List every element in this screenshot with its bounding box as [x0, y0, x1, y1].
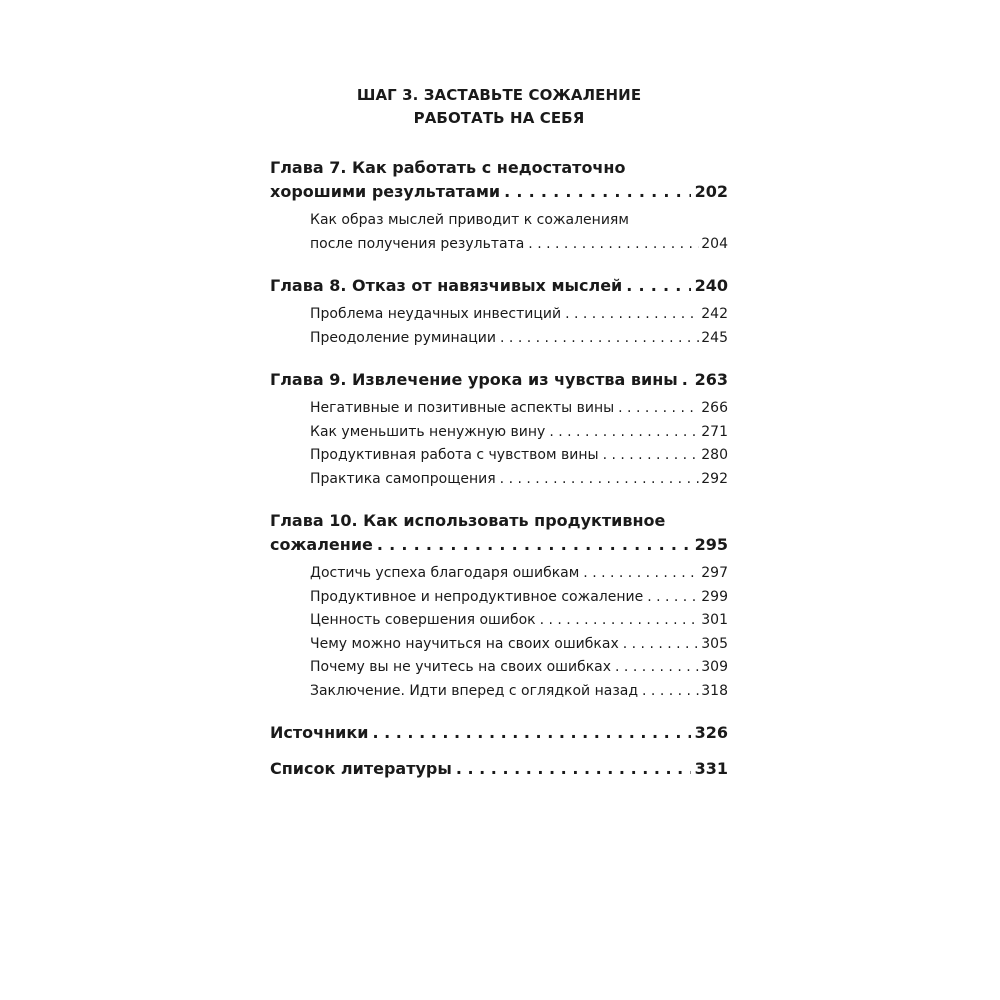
page-number: 263 [694, 370, 728, 389]
page-number: 309 [701, 659, 728, 675]
page-number: 204 [701, 235, 728, 252]
leader-dots [615, 656, 699, 680]
page-number: 280 [701, 447, 728, 463]
section-title: Негативные и позитивные аспекты вины [310, 400, 615, 416]
section-title: Ценность совершения ошибок [310, 612, 536, 628]
leader-dots [549, 421, 699, 445]
toc-sources[interactable] [270, 721, 728, 745]
toc-chapter-8 [270, 274, 728, 350]
page-number: 295 [694, 535, 728, 554]
part-title-line-1: ШАГ 3. ЗАСТАВЬТЕ СОЖАЛЕНИЕ [356, 86, 642, 104]
toc-section[interactable] [310, 656, 728, 680]
leader-dots [626, 274, 690, 298]
leader-dots [623, 633, 700, 657]
part-title [270, 84, 728, 130]
chapter-heading[interactable] [270, 156, 728, 204]
page-number: 202 [694, 182, 728, 201]
page-number: 318 [701, 682, 728, 699]
page-number: 331 [694, 759, 728, 778]
leader-dots [377, 533, 691, 557]
toc-section[interactable] [310, 209, 728, 256]
toc-section[interactable] [310, 562, 728, 586]
toc-section[interactable] [310, 680, 728, 704]
chapter-title-line-1: Глава 7. Как работать с недостаточно [270, 158, 626, 177]
page-number: 299 [701, 588, 728, 605]
toc-section[interactable] [310, 303, 728, 327]
leader-dots [682, 368, 691, 392]
leader-dots [528, 233, 699, 257]
section-title: Заключение. Идти вперед с оглядкой назад [310, 682, 639, 699]
page-number: 271 [701, 423, 728, 440]
toc-bibliography[interactable] [270, 757, 728, 781]
chapter-title: Глава 8. Отказ от навязчивых мыслей [270, 276, 623, 295]
chapter-title: Глава 9. Извлечение урока из чувства вины [270, 370, 678, 389]
section-list [270, 209, 728, 256]
section-title: Как уменьшить ненужную вину [310, 423, 546, 440]
leader-dots [500, 468, 700, 492]
back-matter-title: Источники [270, 723, 369, 742]
toc-section[interactable] [310, 397, 728, 421]
toc-section[interactable] [310, 633, 728, 657]
chapter-title-line-2: сожаление [270, 535, 373, 554]
chapter-title-line-2: хорошими результатами [270, 182, 501, 201]
page-number: 242 [701, 306, 728, 322]
page-number: 297 [701, 565, 728, 581]
toc-chapter-7 [270, 156, 728, 256]
section-title: Чему можно научиться на своих ошибках [310, 635, 619, 652]
section-title: Почему вы не учитесь на своих ошибках [310, 659, 612, 675]
section-title: Продуктивное и непродуктивное сожаление [310, 588, 644, 605]
part-title-line-2: РАБОТАТЬ НА СЕБЯ [413, 109, 585, 127]
toc-list [270, 156, 728, 781]
leader-dots [372, 721, 690, 745]
toc-section[interactable] [310, 468, 728, 492]
leader-dots [500, 327, 699, 351]
toc-section[interactable] [310, 327, 728, 351]
section-list [270, 397, 728, 491]
back-matter-title: Список литературы [270, 759, 452, 778]
chapter-heading[interactable] [270, 274, 728, 298]
chapter-heading[interactable] [270, 509, 728, 557]
toc-section[interactable] [310, 586, 728, 610]
toc-section[interactable] [310, 444, 728, 468]
section-title: Проблема неудачных инвестиций [310, 306, 562, 322]
leader-dots [583, 562, 699, 586]
toc-chapter-9 [270, 368, 728, 491]
toc-section[interactable] [310, 421, 728, 445]
page-number: 245 [701, 329, 728, 346]
leader-dots [456, 757, 691, 781]
section-title: после получения результата [310, 235, 525, 252]
section-title-line-1: Как образ мыслей приводит к сожалениям [310, 212, 629, 228]
page-number: 305 [701, 635, 728, 652]
leader-dots [540, 609, 700, 633]
leader-dots [504, 180, 690, 204]
leader-dots [642, 680, 699, 704]
leader-dots [603, 444, 700, 468]
leader-dots [565, 303, 699, 327]
page-number: 266 [701, 400, 728, 416]
section-list [270, 562, 728, 703]
section-title: Практика самопрощения [310, 470, 496, 487]
section-title: Продуктивная работа с чувством вины [310, 447, 599, 463]
chapter-heading[interactable] [270, 368, 728, 392]
toc-chapter-10 [270, 509, 728, 703]
page-number: 301 [701, 612, 728, 628]
page-number: 292 [701, 470, 728, 487]
chapter-title-line-1: Глава 10. Как использовать продуктивное [270, 511, 666, 530]
page-number: 240 [694, 276, 728, 295]
page-number: 326 [694, 723, 728, 742]
leader-dots [618, 397, 699, 421]
toc-section[interactable] [310, 609, 728, 633]
section-title: Достичь успеха благодаря ошибкам [310, 565, 580, 581]
section-list [270, 303, 728, 350]
table-of-contents-page [270, 84, 728, 793]
section-title: Преодоление руминации [310, 329, 497, 346]
leader-dots [647, 586, 699, 610]
